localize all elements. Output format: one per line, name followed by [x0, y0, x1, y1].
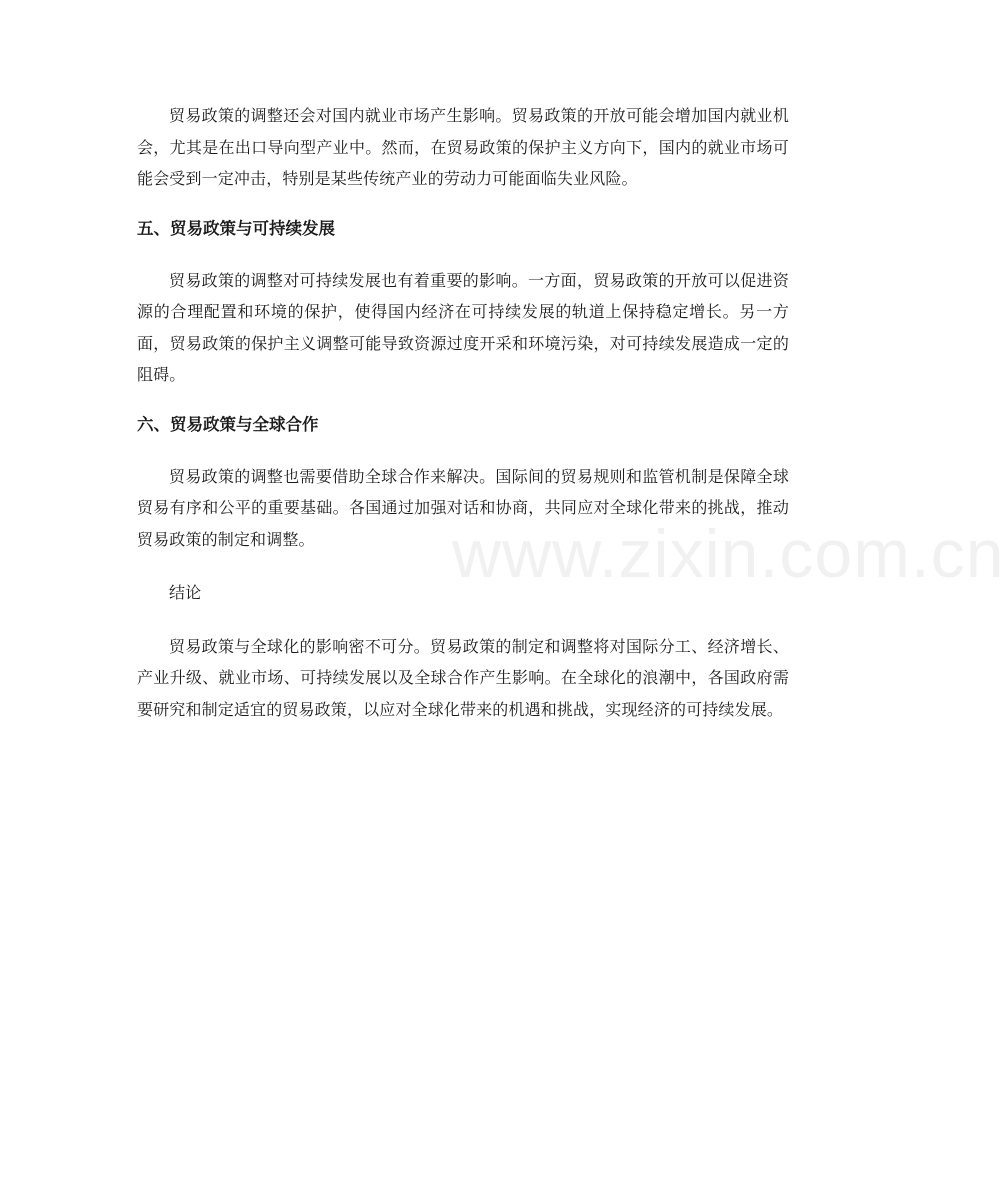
paragraph-conclusion: 贸易政策与全球化的影响密不可分。贸易政策的制定和调整将对国际分工、经济增长、产业升级、就业市场、可持续发展以及全球合作产生影响。在全球化的浪潮中，各国政府需要研究和制定适宜的贸易政策，以应对全球化带来的机遇和挑战，实现经济的可持续发展。 — [137, 636, 789, 719]
section-heading-sustainability: 五、贸易政策与可持续发展 — [137, 218, 335, 238]
paragraph-global-cooperation: 贸易政策的调整也需要借助全球合作来解决。国际间的贸易规则和监管机制是保障全球贸易有序和公平的重要基础。各国通过加强对话和协商，共同应对全球化带来的挑战，推动贸易政策的制定和调整。 — [137, 466, 789, 549]
conclusion-label: 结论 — [169, 583, 202, 602]
watermark-text: www.zixin.com.cn — [452, 516, 1005, 592]
paragraph-employment: 贸易政策的调整还会对国内就业市场产生影响。贸易政策的开放可能会增加国内就业机会，尤其是在出口导向型产业中。然而，在贸易政策的保护主义方向下，国内的就业市场可能会受到一定冲击，特别是某些传统产业的劳动力可能面临失业风险。 — [137, 106, 789, 188]
document-body — [137, 100, 789, 747]
paragraph-sustainability: 贸易政策的调整对可持续发展也有着重要的影响。一方面，贸易政策的开放可以促进资源的合理配置和环境的保护，使得国内经济在可持续发展的轨道上保持稳定增长。另一方面，贸易政策的保护主义调整可能导致资源过度开采和环境污染，对可持续发展造成一定的阻碍。 — [137, 270, 789, 384]
section-heading-global-cooperation: 六、贸易政策与全球合作 — [137, 414, 319, 434]
